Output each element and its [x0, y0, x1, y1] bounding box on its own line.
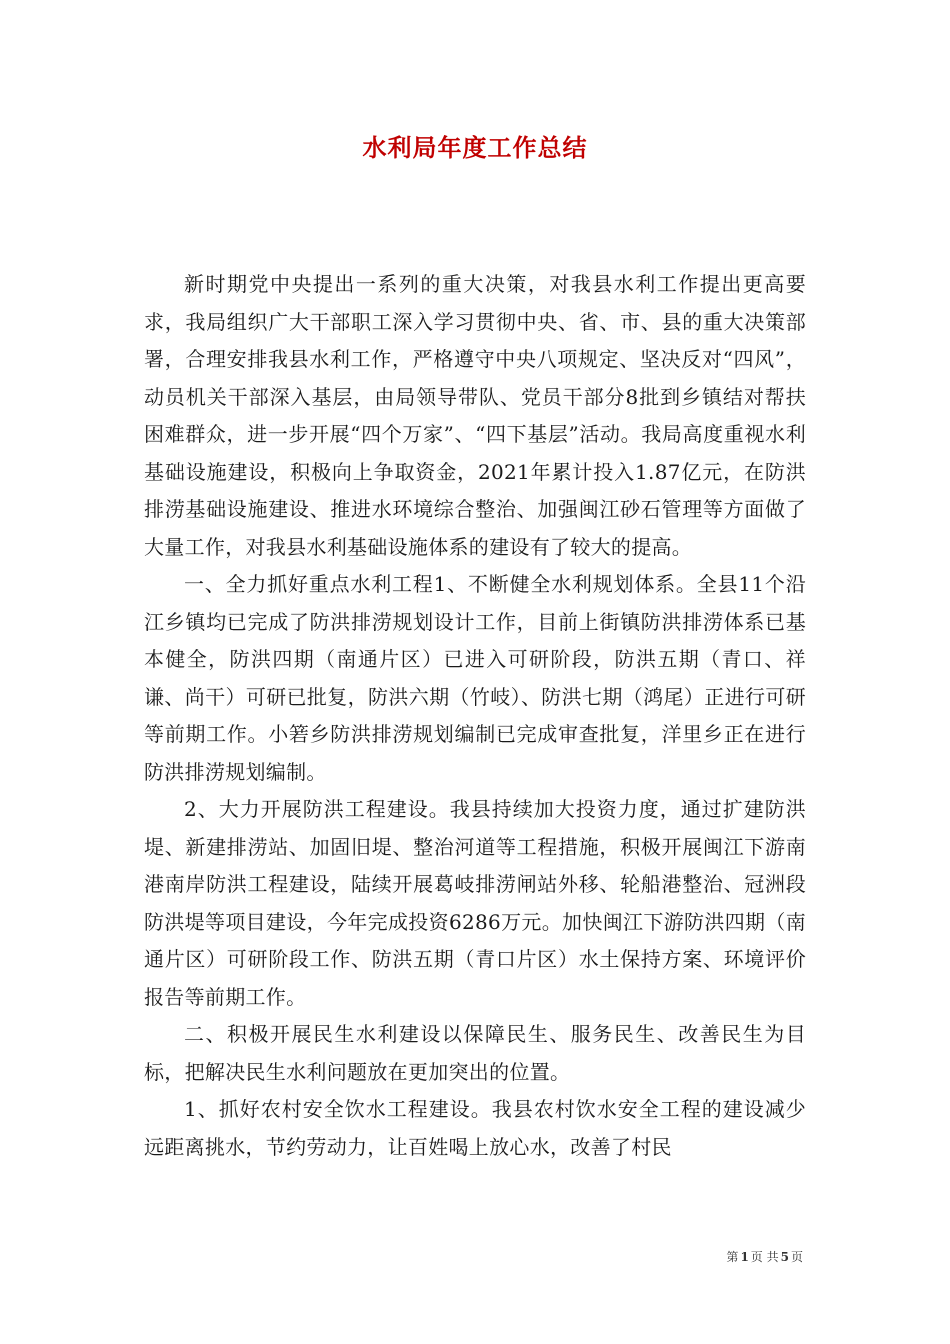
paragraph-2: 一、全力抓好重点水利工程1、不断健全水利规划体系。全县11个沿江乡镇均已完成了防洪排涝规划设计工作，目前上街镇防洪排涝体系已基本健全，防洪四期（南通片区）已进入可研阶段，防洪五期（青口、祥谦、尚干）可研已批复，防洪六期（竹岐）、防洪七期（鸿尾）正进行可研等前期工作。小箬乡防洪排涝规划编制已完成审查批复，洋里乡正在进行防洪排涝规划编制。: [144, 572, 806, 784]
paragraph-5: 1、抓好农村安全饮水工程建设。我县农村饮水安全工程的建设减少远距离挑水，节约劳动力，让百姓喝上放心水，改善了村民: [144, 1097, 806, 1159]
footer-total-pages: 5: [780, 1250, 789, 1264]
footer-middle: 页 共: [750, 1250, 779, 1264]
footer-suffix: 页: [790, 1250, 803, 1264]
paragraph-4: 二、积极开展民生水利建设以保障民生、服务民生、改善民生为目标，把解决民生水利问题放在更加突出的位置。: [144, 1022, 806, 1084]
paragraph-3: 2、大力开展防洪工程建设。我县持续加大投资力度，通过扩建防洪堤、新建排涝站、加固旧堤、整治河道等工程措施，积极开展闽江下游南港南岸防洪工程建设，陆续开展葛岐排涝闸站外移、轮船港整治、冠洲段防洪堤等项目建设，今年完成投资6286万元。加快闽江下游防洪四期（南通片区）可研阶段工作、防洪五期（青口片区）水土保持方案、环境评价报告等前期工作。: [144, 797, 806, 1009]
document-body: [144, 266, 806, 1166]
page-number-footer: [725, 1248, 804, 1265]
footer-prefix: 第: [726, 1250, 739, 1264]
document-title: 水利局年度工作总结: [362, 134, 588, 162]
paragraph-1: 新时期党中央提出一系列的重大决策，对我县水利工作提出更高要求，我局组织广大干部职工深入学习贯彻中央、省、市、县的重大决策部署，合理安排我县水利工作，严格遵守中央八项规定、坚决反对“四风”，动员机关干部深入基层，由局领导带队、党员干部分8批到乡镇结对帮扶困难群众，进一步开展“四个万家”、“四下基层”活动。我局高度重视水利基础设施建设，积极向上争取资金，2021年累计投入1.87亿元，在防洪排涝基础设施建设、推进水环境综合整治、加强闽江砂石管理等方面做了大量工作，对我县水利基础设施体系的建设有了较大的提高。: [144, 272, 806, 559]
footer-current-page: 1: [740, 1250, 749, 1264]
